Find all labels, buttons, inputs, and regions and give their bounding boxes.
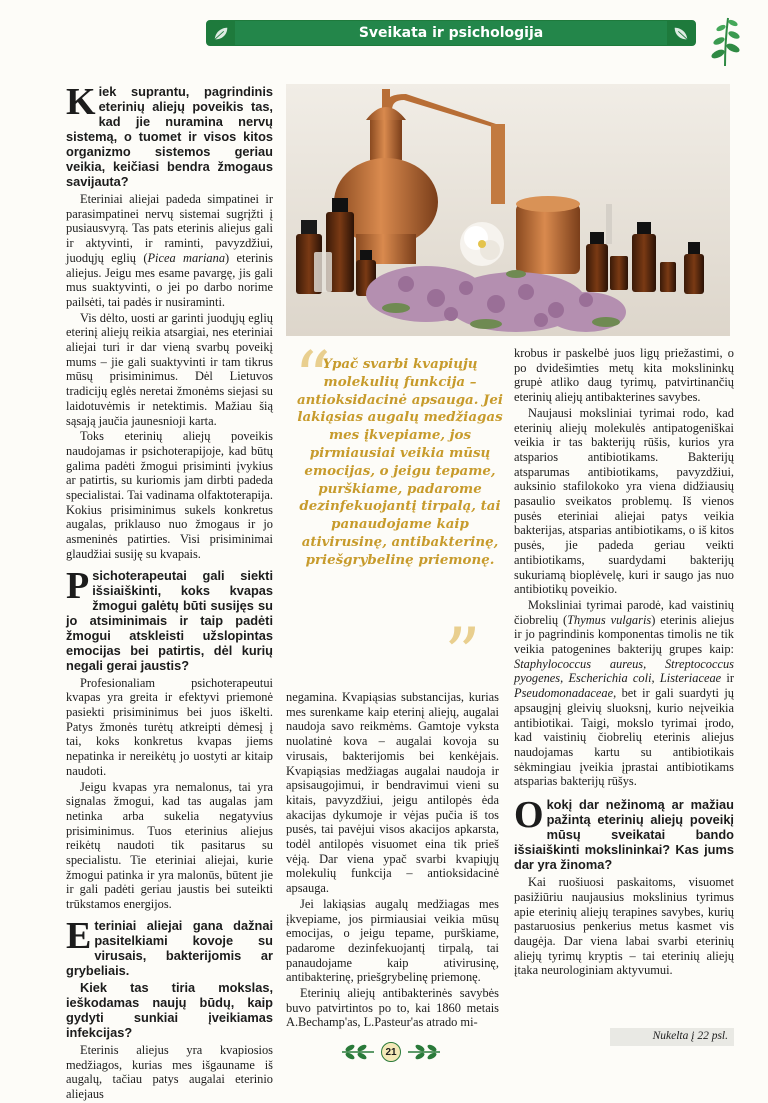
section-header-bar xyxy=(206,20,696,46)
paragraph: negamina. Kvapiąsias substancijas, kurias mes surenkame kaip eterinį aliejų, augalai naudoja savo reikmėms. Gamtoje vyksta nuolatinė kova – augalai kovoja su virusais, bakterijomis bei kenkėjais. Kvapiąsias medžiagas augalai naudoja ir apsisaugojimui, ir bendravimui vieni su kitais, pavyzdžiui, jeigu antilopės ėda akacijas dykumoje ir vėjas pučia iš tos pusės, tai pavėjui visos akacijos apkarsta, todėl antilopės visuomet eina tik prieš vėją. Dar viena ypač svarbi kvapiųjų molekulių funkcija – antioksidacinė apsauga. xyxy=(286,690,499,896)
pull-quote-text: Ypač svarbi kvapiųjų molekulių funkcija – antioksidacinė apsauga. Jei lakiąsias augalų medžiagas mes įkvepiame, jos pirmiausiai veikia mūsų emocijas, o jeigu tepame, purškiame, padarome dezinfekuojantį tirpalą, tai panaudojame kaip ativirusinę, antibakterinę, priešgrybelinę priemonę. xyxy=(296,356,503,568)
drop-cap: O xyxy=(514,794,544,837)
article-column-2 xyxy=(286,690,499,1031)
interview-question: Psichoterapeutai gali siekti išsiaiškinti, koks kvapas žmogui galėtų būti susijęs su jo atsiminimais ir taip padėti žmogui atskleisti užslopintas emocijas bei patirtis, dėl kurių negali gerai jaustis? xyxy=(66,564,273,673)
pull-quote xyxy=(294,336,506,696)
paragraph: Jei lakiąsias augalų medžiagas mes įkvepiame, jos pirmiausiai veikia mūsų emocijas, o jeigu tepame, purškiame, padarome dezinfekuojantį tirpalą, tai panaudojame kaip ativirusinę, antibakterinę, priešgrybelinę priemonę. xyxy=(286,896,499,985)
paragraph: Kai ruošiuosi paskaitoms, visuomet pasižiūriu naujausius mokslinius tyrimus apie eterinių aliejų terapines savybes, kurių pastaruosius penkerius metus kasmet vis daugėja. Dar viena labai svarbi eterinių aliejų tyrimų kryptis – tai eterinių aliejų įtaka neurologiniam aktyvumui. xyxy=(514,875,734,978)
page-number: 21 xyxy=(381,1042,401,1062)
essential-oils-photo xyxy=(286,84,730,336)
distiller-and-bottles-image xyxy=(286,84,730,336)
leaf-ornament-icon xyxy=(406,1042,442,1062)
interview-question: Kiek tas tiria mokslas, ieškodamas naujų būdų, kaip gydyti sunkiai įveikiamas infekcijas? xyxy=(66,979,273,1040)
interview-question: Kiek suprantu, pagrindinis eterinių aliejų poveikis tas, kad jie nuramina nervų sistemą, o tuomet ir visos kitos organizmo sistemos geriau veikia, keičiasi bendra žmogaus savijauta? xyxy=(66,81,273,189)
paragraph: Eterinis aliejus yra kvapiosios medžiagos, kurias mes išgauname iš augalų, tačiau patys augalai eterinio aliejaus xyxy=(66,1042,273,1101)
paragraph: Jeigu kvapas yra nemalonus, tai yra signalas žmogui, kad tas augalas jam netinka arba sukelia negatyvius prisiminimus. Tuos eterinius aliejus reikėtų naudoti tik pasitarus su specialistu. Tie eteriniai aliejai, kurie žmogui patinka ir yra malonūs, būtent jie ir gali padėti geriau jaustis bei suteikti trūkstamos energijos. xyxy=(66,779,273,912)
paragraph: Naujausi moksliniai tyrimai rodo, kad eterinių aliejų molekulės antipatogeniškai veikia ir tas bakterijų rūšis, kurios yra atsparios antibiotikams. Bakterijų atsparumas antibiotikams, pavyzdžiui, auksinio stafilokoko yra viena didžiausių pasaulio sveikatos problemų. Iš vienos pusės eteriniai aliejai patys veikia bakterijas, atsparias antibiotikams, o iš kitos pusės, jie padeda geriau veikti antibiotikams, suardydami bakterijų sukuriamą bioplėvelę, kuri ir saugo jas nuo antibiotikų poveikio. xyxy=(514,405,734,597)
section-title: Sveikata ir psichologija xyxy=(358,25,544,41)
continued-note: Nukelta į 22 psl. xyxy=(610,1028,734,1046)
open-quote-icon: “ xyxy=(294,336,331,420)
leaf-ornament-icon xyxy=(340,1042,376,1062)
interview-question: Eteriniai aliejai gana dažnai pasitelkiami kovoje su virusais, bakterijomis ar grybeliais. xyxy=(66,914,273,978)
herb-sprig-icon xyxy=(706,14,744,68)
article-column-3 xyxy=(514,346,734,979)
leaf-icon xyxy=(672,25,690,43)
paragraph: Vis dėlto, uosti ar garinti juodųjų eglių eterinį aliejų reikia atsargiai, nes eteriniai aliejai turi ir dar vieną svarbų poveikį mums – jie gali suaktyvinti ir tam tikrus mūsų prisiminimus. Dėl Lietuvos tradicijų eglės neretai žmonėms siejasi su laidotuvėmis ir netektimis. Mažiau šią sąsają jaučia jaunesnioji karta. xyxy=(66,310,273,428)
paragraph: Profesionaliam psichoterapeutui kvapas yra greita ir efektyvi priemonė pasiekti prisiminimus bei juos iškelti. Patys žmonės turėtų atkreipti dėmesį į tai, koks konkretus kvapas jiems nepatinka ir nereikėtų jo uostyti ar kitaip naudoti. xyxy=(66,675,273,778)
paragraph: Toks eterinių aliejų poveikis naudojamas ir psichoterapijoje, kad būtų galima padėti žmogui prisiminti įvykius ar patirtis, su kuriomis jam dirbti padeda specialistai. Tai vadinama olfaktoterapija. Kokius prisiminimus sukels konkretus augalas, priklauso nuo žmogaus ir jo asmeninės patirties. Visi prisiminimai glaudžiai susiję su kvapais. xyxy=(66,429,273,561)
drop-cap: E xyxy=(66,914,92,957)
interview-question: Okokį dar nežinomą ar mažiau pažintą eterinių aliejų poveikį mūsų sveikatai bando išsiaiškinti mokslininkai? Kas jums dar yra žinoma? xyxy=(514,794,734,873)
paragraph: Eteriniai aliejai padeda simpatinei ir parasimpatinei nervų sistemai sugrįžti į pusiausvyrą. Tas pats eterinis aliejus gali ir aktyvinti, ir raminti, pavyzdžiui, juodųjų eglių (Picea mariana) eterinis aliejus. Jeigu mes esame pavargę, jis gali mus suaktyvinti, o jei po darbo norime pailsėti, tai padės ir nusiraminti. xyxy=(66,192,273,309)
paragraph: Eterinių aliejų antibakterinės savybės buvo patvirtintos po to, kai 1860 metais A.Bechamp'as, L.Pasteur'as atrado mi- xyxy=(286,986,499,1030)
drop-cap: K xyxy=(66,81,96,123)
leaf-icon xyxy=(212,25,230,43)
article-column-1 xyxy=(66,81,273,1103)
page-footer xyxy=(340,1036,460,1070)
close-quote-icon: ” xyxy=(444,612,481,696)
paragraph: Moksliniai tyrimai parodė, kad vaistinių čiobrelių (Thymus vulgaris) eterinis aliejus ir jo pagrindinis komponentas timolis ne tik veikia patogenines bakterijų grupes kaip: Staphylococcus aureus, Streptococcus pyogenes, Escherichia coli, Listeriaceae ir Pseudomonadaceae, bet ir gali suardyti jų apsaugįnį gleivių sluoksnį, kurio neįveikia antibiotikai. Taigi, mokslo tyrimai įrodo, kad vaistinių čiobrelių eterinis aliejus naudojamas kartu su antibiotikais sėkmingiau įveikia įprastai antibiotikams atsparias bakterijų rūšys. xyxy=(514,597,735,789)
drop-cap: P xyxy=(66,564,90,607)
paragraph: krobus ir paskelbė juos ligų priežastimi, o po dvidešimties metų kita mokslininkų grupė atliko daug tyrimų, patvirtinančių eterinių aliejų antibakterines savybes. xyxy=(514,346,734,405)
